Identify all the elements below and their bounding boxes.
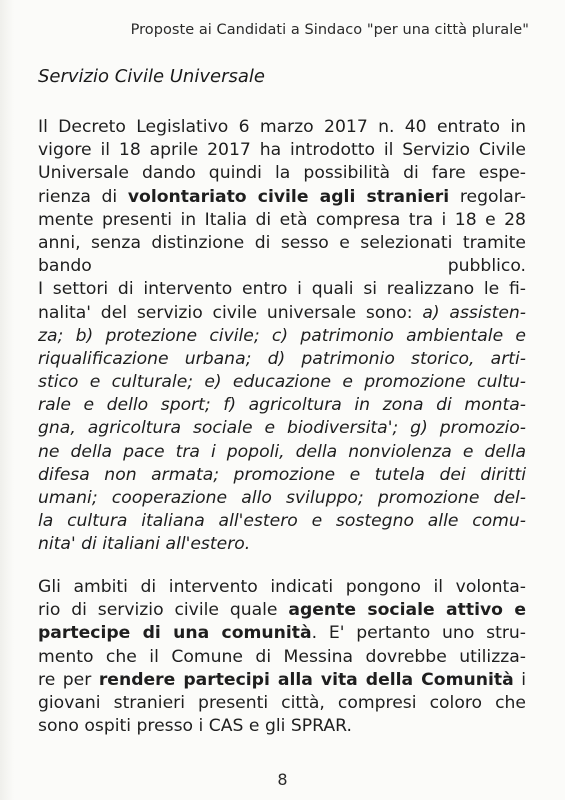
text-line — [38, 278, 526, 301]
italic-text: rale e dello sport; f) agricoltura in zona di monta- — [38, 395, 526, 416]
bold-text: rendere partecipi alla vita della Comunità — [98, 669, 514, 690]
text-run: anni, senza distinzione di sesso e selezionati tramite — [38, 232, 526, 253]
text-run: i — [513, 669, 526, 690]
running-header: Proposte ai Candidati a Sindaco "per una città plurale" — [130, 22, 529, 38]
text-line — [38, 162, 526, 185]
text-run: rio di servizio civile quale — [38, 600, 289, 621]
text-run: mento che il Comune di Messina dovrebbe utilizza- — [38, 646, 526, 667]
bold-text: volontariato civile agli stranieri — [127, 186, 450, 207]
section-title: Servizio Civile Universale — [38, 66, 265, 87]
text-run: nalita' del servizio civile universale sono: — [38, 302, 423, 323]
text-line — [38, 417, 526, 440]
text-run: mente presenti in Italia di età compresa tra i 18 e 28 — [38, 209, 526, 230]
text-run: Il Decreto Legislativo 6 marzo 2017 n. 40 entrato in — [38, 117, 526, 137]
text-run: regolar- — [449, 186, 526, 207]
text-line — [38, 487, 526, 510]
italic-text: umani; cooperazione allo sviluppo; promozione del- — [38, 488, 526, 508]
bold-text: partecipe di una comunità — [38, 623, 312, 644]
text-line — [38, 715, 526, 738]
text-run: bando pubblico. — [38, 256, 526, 277]
text-run: rienza di — [38, 186, 128, 207]
text-line — [38, 302, 526, 325]
text-run: sono ospiti presso i CAS e gli SPRAR. — [38, 716, 352, 737]
text-line — [38, 394, 526, 417]
text-line — [38, 441, 526, 464]
text-line — [38, 348, 526, 371]
text-line — [38, 116, 526, 139]
italic-text: ne della pace tra i popoli, della nonviolenza e della — [38, 441, 526, 462]
bold-text: agente sociale attivo e — [288, 600, 526, 621]
italic-text: riqualificazione urbana; d) patrimonio storico, arti- — [38, 348, 526, 369]
text-line — [38, 371, 526, 394]
italic-text: gna, agricoltura sociale e biodiversita'; g) promozio- — [38, 418, 526, 439]
text-line — [38, 255, 526, 278]
text-line — [38, 646, 526, 669]
text-run: vigore il 18 aprile 2017 ha introdotto il Servizio Civile — [38, 140, 526, 161]
text-line — [38, 599, 526, 622]
text-run: Gli ambiti di intervento indicati pongono il volonta- — [38, 577, 526, 597]
text-run: . E' pertanto uno stru- — [311, 623, 526, 644]
text-line — [38, 669, 526, 692]
text-run: Universale dando quindi la possibilità di fare espe- — [38, 163, 526, 184]
text-line — [38, 692, 526, 715]
italic-text: stico e culturale; e) educazione e promozione cultu- — [38, 372, 526, 393]
text-line — [38, 576, 526, 599]
italic-text: a) assisten- — [422, 302, 526, 323]
text-line — [38, 139, 526, 162]
text-line — [38, 464, 526, 487]
text-run: I settori di intervento entro i quali si realizzano le fi- — [38, 279, 526, 300]
text-run: giovani stranieri presenti città, compresi coloro che — [38, 692, 526, 713]
italic-text: la cultura italiana all'estero e sostegno alle comu- — [38, 511, 526, 532]
text-line — [38, 510, 526, 533]
text-line — [38, 186, 526, 209]
italic-text: difesa non armata; promozione e tutela dei diritti — [38, 464, 526, 485]
text-line — [38, 533, 526, 556]
paragraph-ambiti-intervento — [38, 576, 526, 738]
text-line — [38, 622, 526, 645]
italic-text: za; b) protezione civile; c) patrimonio ambientale e — [38, 325, 526, 346]
page-number: 8 — [277, 770, 288, 789]
text-line — [38, 209, 526, 232]
text-line — [38, 232, 526, 255]
text-run: re per — [38, 669, 99, 690]
italic-text: nita' di italiani all'estero. — [38, 534, 251, 555]
paragraph-servizio-civile — [38, 116, 526, 557]
text-line — [38, 325, 526, 348]
